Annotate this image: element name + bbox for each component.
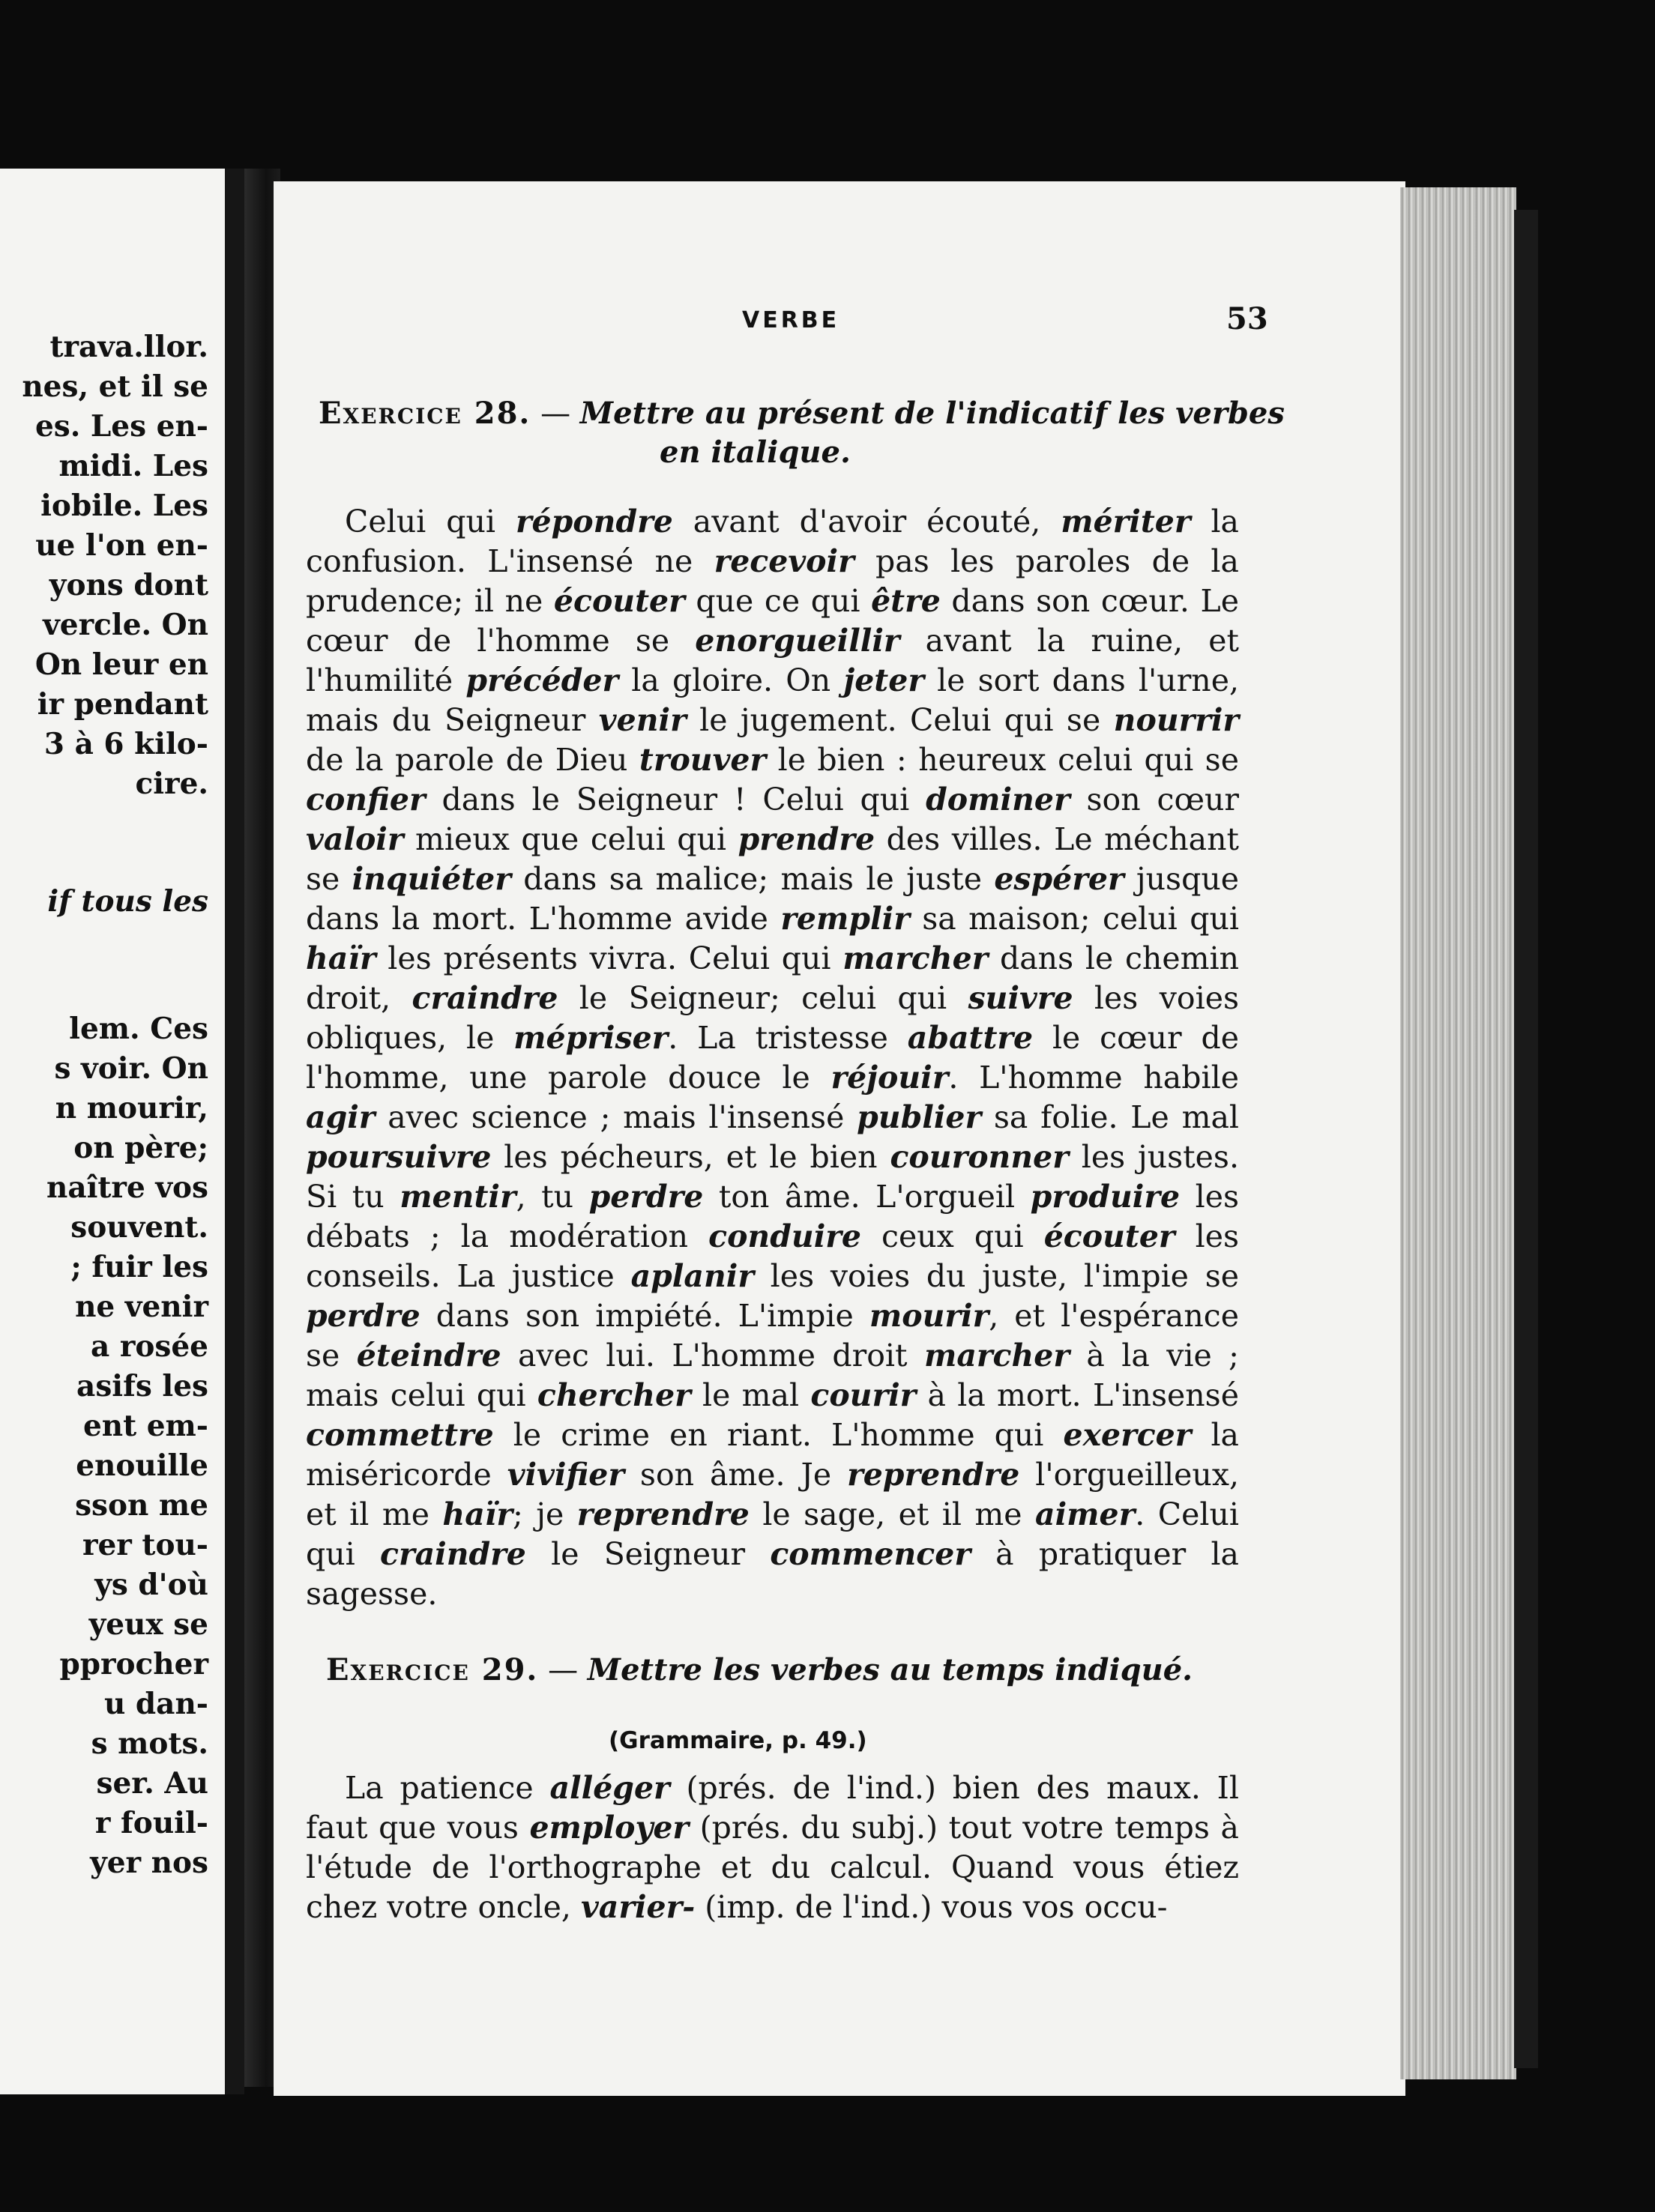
exercise-29-label: Exercice 29. <box>326 1652 539 1687</box>
text-run: dans le Seigneur ! Celui qui <box>425 782 926 818</box>
left-page-line: es. Les en- <box>34 409 208 444</box>
exercise-28-instruction: Mettre au présent de l'indicatif les verbes <box>579 396 1285 431</box>
left-page-line: pprocher <box>59 1647 208 1681</box>
text-run: . La tristesse <box>668 1020 908 1056</box>
verb-infinitive: aplanir <box>630 1258 754 1294</box>
page-edge <box>1400 187 1516 2079</box>
text-run: le sort dans l'urne, mais du Seigneur <box>306 662 1239 738</box>
text-run: (prés. de l'ind.) bien des maux. Il faut que vous <box>306 1770 1239 1846</box>
text-run: à la vie ; mais celui qui <box>306 1338 1239 1413</box>
text-run: (prés. du subj.) tout votre temps à l'étude de l'orthographe et du calcul. Quand vous étiez chez votre oncle, <box>306 1810 1239 1925</box>
text-run: ; je <box>512 1496 577 1532</box>
text-run: les justes. Si tu <box>306 1139 1239 1215</box>
text-run: les présents vivra. Celui qui <box>376 940 843 976</box>
text-run: son âme. Je <box>624 1457 848 1493</box>
left-page-line: ir pendant <box>37 687 208 722</box>
text-run: La patience <box>345 1770 550 1806</box>
left-page-line: ue l'on en- <box>35 528 208 563</box>
verb-infinitive: confier <box>306 782 426 818</box>
left-page-line: midi. Les <box>58 449 208 483</box>
text-run: , tu <box>516 1179 589 1215</box>
verb-infinitive: abattre <box>907 1020 1034 1056</box>
text-run: mieux que celui qui <box>403 821 738 857</box>
left-page-line: yeux se <box>88 1607 208 1642</box>
verb-infinitive: espérer <box>994 861 1124 897</box>
left-page-line: yer nos <box>90 1846 208 1880</box>
verb-infinitive: poursuivre <box>306 1139 492 1175</box>
verb-infinitive: alléger <box>549 1770 670 1806</box>
verb-infinitive: couronner <box>890 1139 1069 1175</box>
verb-infinitive: marcher <box>842 940 989 976</box>
text-run: pas les paroles de la prudence; il ne <box>306 543 1239 619</box>
verb-infinitive: écouter <box>1043 1218 1175 1254</box>
verb-infinitive: prendre <box>738 821 875 857</box>
text-run: sa maison; celui qui <box>909 901 1239 937</box>
verb-infinitive: commettre <box>306 1417 494 1453</box>
left-page-line: a rosée <box>91 1329 208 1364</box>
text-run: dans le chemin droit, <box>306 940 1239 1016</box>
text-run: dans son cœur. Le cœur de l'homme se <box>306 583 1239 659</box>
text-run: le mal <box>690 1377 811 1413</box>
text-run: la gloire. On <box>618 662 844 698</box>
left-page-line: s mots. <box>91 1726 208 1761</box>
exercise-29-heading <box>326 1652 1193 1687</box>
text-run: les débats ; la modération <box>306 1179 1240 1254</box>
text-run: . L'homme habile <box>948 1060 1239 1096</box>
left-page-line: On leur en <box>34 647 208 682</box>
exercise-29-text <box>306 1768 1239 1927</box>
verb-infinitive: craindre <box>412 980 558 1016</box>
left-page-line: r fouil- <box>94 1806 208 1840</box>
left-page-line: ne venir <box>75 1290 208 1324</box>
exercise-28-instruction-cont: en italique. <box>660 435 851 470</box>
left-page-line: sson me <box>75 1488 208 1523</box>
verb-infinitive: précéder <box>465 662 619 698</box>
verb-infinitive: éteindre <box>356 1338 501 1374</box>
verb-infinitive: chercher <box>537 1377 691 1413</box>
verb-infinitive: jeter <box>843 662 924 698</box>
left-page-line: ; fuir les <box>70 1250 208 1284</box>
verb-infinitive: exercer <box>1063 1417 1192 1453</box>
text-run: Celui qui <box>345 504 516 540</box>
text-run: que ce qui <box>684 583 872 619</box>
text-run: les conseils. La justice <box>306 1218 1240 1294</box>
verb-infinitive: répondre <box>515 504 673 540</box>
verb-infinitive: valoir <box>306 821 404 857</box>
verb-infinitive: inquiéter <box>352 861 511 897</box>
text-run: des villes. Le méchant se <box>306 821 1239 897</box>
page-number: 53 <box>1226 301 1268 336</box>
text-run: le cœur de l'homme, une parole douce le <box>306 1020 1239 1096</box>
verb-infinitive: mourir <box>869 1298 989 1334</box>
text-run: les voies du juste, l'impie se <box>753 1258 1239 1294</box>
text-run: sa folie. Le mal <box>981 1099 1239 1135</box>
text-run: le jugement. Celui qui se <box>686 702 1114 738</box>
grammar-reference: (Grammaire, p. 49.) <box>609 1727 867 1754</box>
left-page-line: asifs les <box>76 1369 208 1403</box>
left-page-line: 3 à 6 kilo- <box>43 727 208 761</box>
running-title: VERBE <box>742 307 840 333</box>
left-page-line: ser. Au <box>96 1766 208 1801</box>
text-run: le bien : heureux celui qui se <box>766 742 1239 778</box>
page-edge-shadow <box>1514 210 1538 2068</box>
verb-infinitive: être <box>871 583 941 619</box>
verb-infinitive: perdre <box>588 1179 704 1215</box>
text-run: l'orgueilleux, et il me <box>306 1457 1239 1532</box>
verb-infinitive: reprendre <box>576 1496 750 1532</box>
text-run: jusque dans la mort. L'homme avide <box>306 861 1240 937</box>
text-run: son cœur <box>1070 782 1239 818</box>
verb-infinitive: haïr <box>442 1496 513 1532</box>
text-run: avant la ruine, et l'humilité <box>306 623 1239 698</box>
left-page-line: u dan- <box>103 1687 208 1721</box>
left-page-line: yons dont <box>49 568 208 602</box>
text-run: , et l'espérance se <box>306 1298 1239 1374</box>
text-run: (imp. de l'ind.) vous vos occu- <box>695 1889 1168 1925</box>
verb-infinitive: haïr <box>306 940 376 976</box>
text-run: à pratiquer la sagesse. <box>306 1536 1240 1612</box>
text-run: de la parole de Dieu <box>306 742 639 778</box>
verb-infinitive: suivre <box>968 980 1073 1016</box>
verb-infinitive: écouter <box>553 583 685 619</box>
left-page-line: ys d'où <box>94 1568 208 1602</box>
left-page-line: iobile. Les <box>40 489 208 523</box>
text-run: à la mort. L'insensé <box>916 1377 1239 1413</box>
left-page-line: on père; <box>73 1131 208 1165</box>
verb-infinitive: vivifier <box>507 1457 624 1493</box>
left-page-line: cire. <box>135 767 208 801</box>
left-page <box>0 169 244 2094</box>
text-run: le sage, et il me <box>749 1496 1036 1532</box>
text-run: dans son impiété. L'impie <box>420 1298 869 1334</box>
verb-infinitive: courir <box>810 1377 917 1413</box>
verb-infinitive: mentir <box>400 1179 516 1215</box>
left-page-line: s voir. On <box>54 1051 208 1086</box>
verb-infinitive: perdre <box>306 1298 420 1334</box>
text-run: avec lui. L'homme droit <box>501 1338 924 1374</box>
verb-infinitive: mépriser <box>513 1020 669 1056</box>
left-page-line: n mourir, <box>55 1091 208 1125</box>
exercise-28-dash: — <box>531 396 580 431</box>
verb-infinitive: publier <box>857 1099 982 1135</box>
verb-infinitive: dominer <box>926 782 1070 818</box>
text-run: ton âme. L'orgueil <box>703 1179 1031 1215</box>
verb-infinitive: recevoir <box>714 543 854 579</box>
text-run: ceux qui <box>860 1218 1044 1254</box>
left-page-line: nes, et il se <box>22 369 208 404</box>
text-run: la confusion. L'insensé ne <box>306 504 1239 579</box>
verb-infinitive: craindre <box>380 1536 526 1572</box>
text-run: les pécheurs, et le bien <box>491 1139 890 1175</box>
exercise-29-dash: — <box>538 1653 588 1687</box>
verb-infinitive: enorgueillir <box>695 623 900 659</box>
left-page-line: souvent. <box>70 1210 208 1245</box>
verb-infinitive: aimer <box>1035 1496 1136 1532</box>
text-run: le Seigneur; celui qui <box>558 980 968 1016</box>
text-run: avec science ; mais l'insensé <box>375 1099 857 1135</box>
verb-infinitive: employer <box>529 1810 690 1846</box>
left-page-line: vercle. On <box>43 608 208 642</box>
text-run: le crime en riant. L'homme qui <box>493 1417 1064 1453</box>
verb-infinitive: trouver <box>639 742 767 778</box>
text-run: avant d'avoir écouté, <box>672 504 1061 540</box>
text-run: la miséricorde <box>306 1417 1239 1493</box>
verb-infinitive: commencer <box>770 1536 971 1572</box>
left-page-line: ent em- <box>82 1409 208 1443</box>
exercise-28-heading <box>319 396 1285 431</box>
text-run: dans sa malice; mais le juste <box>510 861 995 897</box>
verb-infinitive: mériter <box>1061 504 1191 540</box>
left-page-line: if tous les <box>47 884 208 919</box>
exercise-28-text <box>306 502 1239 1614</box>
verb-infinitive: nourrir <box>1113 702 1240 738</box>
left-page-line: rer tou- <box>82 1528 208 1562</box>
exercise-28-label: Exercice 28. <box>319 396 531 431</box>
verb-infinitive: varier- <box>580 1889 696 1925</box>
text-run: les voies obliques, le <box>306 980 1240 1056</box>
text-run: . Celui qui <box>306 1496 1239 1572</box>
verb-infinitive: marcher <box>923 1338 1070 1374</box>
left-page-line: naître vos <box>46 1170 208 1205</box>
verb-infinitive: agir <box>306 1099 376 1135</box>
verb-infinitive: venir <box>598 702 687 738</box>
exercise-29-instruction: Mettre les verbes au temps indiqué. <box>587 1652 1193 1687</box>
text-run: le Seigneur <box>525 1536 771 1572</box>
verb-infinitive: produire <box>1030 1179 1181 1215</box>
verb-infinitive: remplir <box>780 901 910 937</box>
verb-infinitive: reprendre <box>847 1457 1020 1493</box>
verb-infinitive: réjouir <box>830 1060 949 1096</box>
left-page-line: enouille <box>76 1448 208 1483</box>
left-page-line: lem. Ces <box>69 1012 208 1046</box>
left-page-line: trava.llor. <box>49 330 208 364</box>
verb-infinitive: conduire <box>708 1218 861 1254</box>
